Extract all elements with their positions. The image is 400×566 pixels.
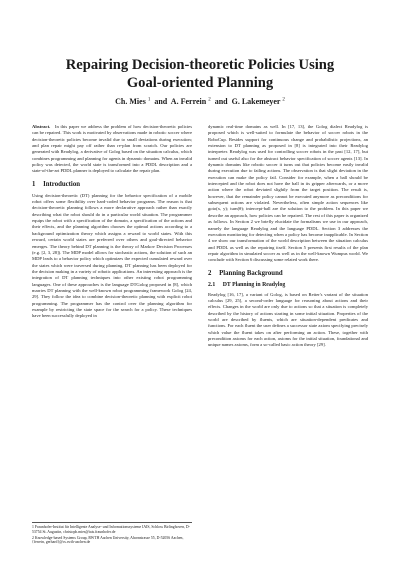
footnotes	[32, 522, 192, 546]
author-affiliation-mark: 2	[282, 97, 285, 103]
title-line-2: Goal-oriented Planning	[126, 75, 274, 91]
author-name: Ch. Mies	[115, 97, 146, 106]
author-affiliation-mark: 2	[208, 97, 211, 103]
author-affiliation-mark: 1	[147, 97, 151, 103]
author-name: G. Lakemeyer	[231, 97, 281, 106]
title-line-1: Repairing Decision-theoretic Policies Using	[65, 57, 335, 73]
paragraph: dynamic real-time domains as well. In [17, 13], the Golog dialect Readylog is proposed which is well-suited to formulate the behavior of soccer robots in the RoboCup. Besides support for continuous change and probabilistic projections, an extension to DT planning as proposed in [8] is integrated into their Readylog interpreter. Readylog was used for controlling soccer robots in the past [12, 17], but turned out useful also for the abstract behavior specification of soccer agents [13]. In dynamic domains like robotic soccer it turns out that policies become easily invalid during execution due to failing actions. The observation is that slight deviation in the execution can make the policy fail. Consider for example, when a ball should be intercepted and the robot does not have the ball in its gripper afterwards, or a move action where the robot deviated slightly from the target position. The result is, however, that the remainder policy cannot be executed anymore as preconditions for subsequent actions are violated. Nevertheless, often simple action sequences like goto(x, y); turn(θ); intercept-ball are the solution to the problem. In this paper we describe an approach, how policies can be repaired. The rest of this paper is organized as follows. In Section 2 we briefly elucidate the formalisms we use in our approach, namely the language Readylog and the language PDDL. Section 3 addresses the execution monitoring for detecting when a policy has become inapplicable. In Section 4 we show our transformation of the world description between the situation calculus and PDDL as well as the repairing itself. Section 5 presents first results of the plan repair algorithm in simulated soccer as well as in the well-known Wumpus world. We conclude with Section 6 discussing some related work there.	[208, 124, 368, 263]
author-conjunction: and	[154, 97, 168, 106]
left-column	[32, 124, 192, 322]
right-column	[208, 124, 368, 351]
section-title: Introduction	[43, 180, 80, 188]
abstract-heading: Abstract.	[32, 124, 51, 129]
section-heading-planning-background	[208, 270, 368, 278]
author-list	[40, 97, 360, 106]
paper-title	[40, 56, 360, 92]
footnote: 2 Knowledge-based Systems Group, RWTH Aachen University, Ahornstrasse 55, D-52056 Aachen, {ferrein, gerhard}@cs.rwth-aachen.de	[32, 535, 184, 545]
subsection-number: 2.1	[208, 281, 216, 288]
abstract	[32, 124, 192, 175]
section-title: Planning Background	[219, 269, 283, 277]
section-heading-introduction	[32, 181, 192, 189]
subsection-title: DT Planning in Readylog	[222, 281, 286, 288]
subsection-heading-dt-planning	[208, 282, 368, 289]
author-conjunction: and	[214, 97, 228, 106]
abstract-text: In this paper we address the problem of how decision-theoretic policies can be repaired. This work is motivated by observations made in robotic soccer where decision-theoretic policies become invalid due to small deviations during execution; and plan repair might pay off rather than re-plan from scratch. Our policies are generated with Readylog, a derivative of Golog based on the situation calculus, which combines programming and planning for agents in dynamic domains. When an invalid policy was detected, the world state is transformed into a PDDL description and a state-of-the-art PDDL planner is deployed to calculate the repair plan.	[32, 124, 193, 174]
footnote: 1 Fraunhofer-Institut für Intelligente Analyse- und Informationssysteme IAIS, Schloss Birlinghoven, D-53754 St. Augustin, christoph.mies@iais.fraunhofer.de	[32, 525, 190, 534]
author-name: A. Ferrein	[170, 97, 207, 106]
section-number: 2	[208, 269, 212, 277]
paragraph: Using decision-theoretic (DT) planning for the behavior specification of a mobile robot offers some flexibility over hard-coded behavior programs. The reason is that decision-theoretic planning follows a more declarative approach rather than exactly describing what the robot should do in a particular world situation. The programmer equips the robot with a specification of the domain, a specification of the actions and their effects, and the planning algorithm chooses the optimal actions according to a background optimization theory which assigns a reward to world states. With this reward, certain world states are preferred over others and goal-directed behavior emerges. The theory behind DT planning is the theory of Markov Decision Processes (e.g. [2, 3, 28]). The MDP model allows for stochastic actions, the solution of such an MDP leads to a behavior policy which optimizes the expected cumulated reward over the states which were traversed during planning. DT planning has been deployed for the decision making in a variety of robotic applications. An interesting approach is the integration of DT planning techniques into other existing robot programming languages. One of these approaches is the language DTGolog proposed in [8], which marries DT planning with the well-known robot programming framework Golog [24, 29]. They follow the idea to combine decision-theoretic planning with explicit robot programming. The programmer has the control over the planning algorithm for example by restricting the state space for the search for a policy. These techniques have been successfully deployed in	[32, 192, 192, 319]
section-number: 1	[32, 180, 36, 188]
paragraph: Readylog [16, 17], a variant of Golog, is based on Reiter's variant of the situation calculus [29, 25], a second-order language for reasoning about actions and their effects. Changes in the world are only due to actions so that a situation is completely described by the history of actions starting in some initial situation. Properties of the world are described by fluents, which are situation-dependent predicates and functions. For each fluent the user defines a successor state axiom specifying precisely which value the fluent takes on after performing an action. These, together with precondition axioms for each action, axioms for the initial situation, foundational and unique names axioms, form a so-called basic action theory [29].	[208, 291, 368, 348]
